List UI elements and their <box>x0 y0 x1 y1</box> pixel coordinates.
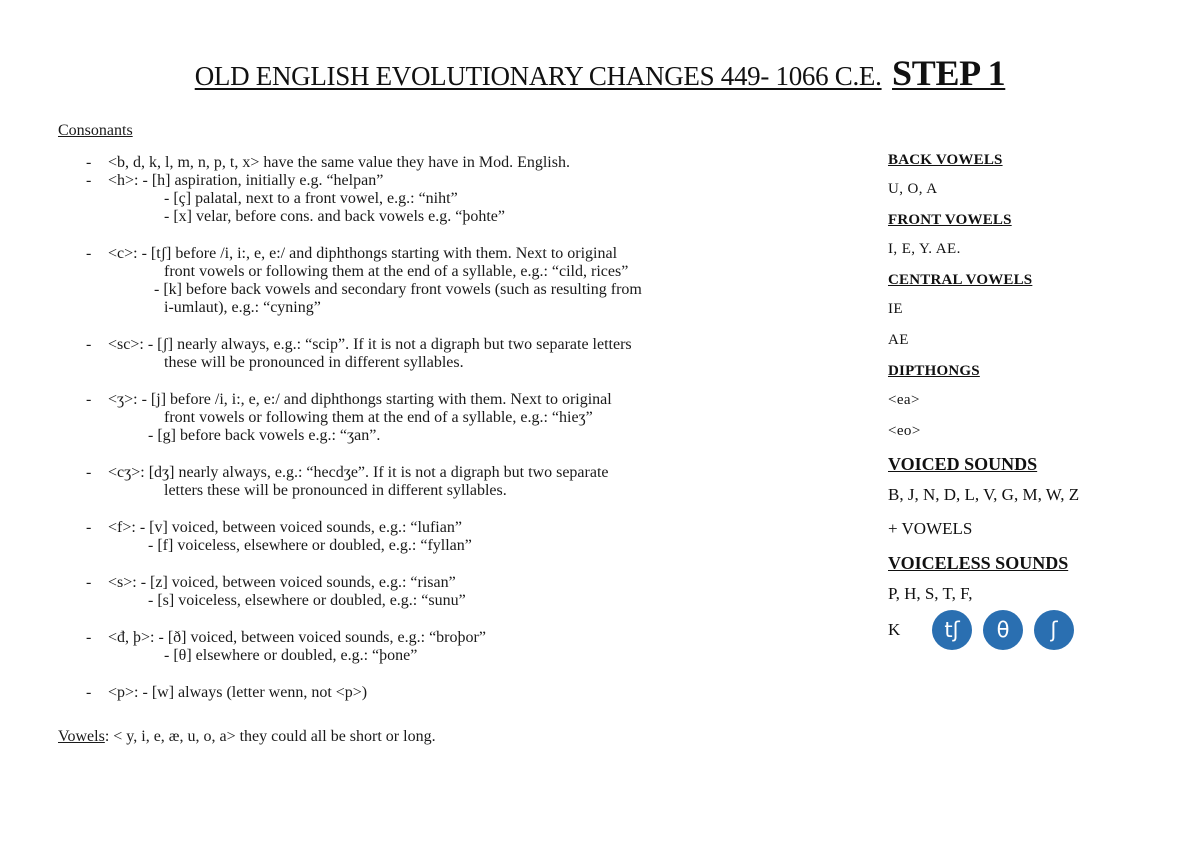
sound-classes-sidebar <box>888 152 1188 650</box>
voiceless-sounds-heading: VOICELESS SOUNDS <box>888 553 1069 573</box>
bullet-dash: - <box>86 464 92 481</box>
rule-line: <đ, þ>: - [ð] voiced, between voiced sounds, e.g.: “broþor” <box>108 629 486 646</box>
rule-line: <f>: - [v] voiced, between voiced sounds, e.g.: “lufian” <box>108 519 462 536</box>
bullet-dash: - <box>86 245 92 262</box>
rule-sc <box>58 336 728 372</box>
central-vowels-heading: CENTRAL VOWELS <box>888 272 1033 288</box>
title-main: OLD ENGLISH EVOLUTIONARY CHANGES 449- 1066 C.E. <box>194 61 882 91</box>
rule-wynn <box>58 684 728 702</box>
rule-line: front vowels or following them at the end of a syllable, e.g.: “hieʒ” <box>164 409 593 426</box>
diphthong-ea: <ea> <box>888 392 920 408</box>
rule-cyogh <box>58 464 728 500</box>
rule-line: front vowels or following them at the end of a syllable, e.g.: “cild, rices” <box>164 263 629 280</box>
voiced-vowels-note: + VOWELS <box>888 519 973 538</box>
rule-h <box>58 172 728 226</box>
central-vowel-ae: AE <box>888 332 909 348</box>
rule-line: letters these will be pronounced in different syllables. <box>164 482 507 499</box>
consonants-heading: Consonants <box>58 122 133 139</box>
voiced-sounds-values: B, J, N, D, L, V, G, M, W, Z <box>888 485 1080 504</box>
rule-line: these will be pronounced in different syllables. <box>164 354 464 371</box>
rule-f <box>58 519 728 555</box>
bullet-dash: - <box>86 629 92 646</box>
rule-line: - [k] before back vowels and secondary front vowels (such as resulting from <box>154 281 642 298</box>
bullet-dash: - <box>86 519 92 536</box>
rule-bdk <box>58 154 728 172</box>
vowels-label: Vowels <box>58 728 105 745</box>
rule-line: <cʒ>: [dʒ] nearly always, e.g.: “hecdʒe”. If it is not a digraph but two separate <box>108 464 609 481</box>
voiceless-sound-k: K <box>888 620 901 639</box>
back-vowels-heading: BACK VOWELS <box>888 152 1003 168</box>
rule-s <box>58 574 728 610</box>
rule-line: <b, d, k, l, m, n, p, t, x> have the same value they have in Mod. English. <box>108 154 570 171</box>
ipa-theta-icon: θ <box>983 610 1023 650</box>
rule-line: - [f] voiceless, elsewhere or doubled, e.g.: “fyllan” <box>148 537 472 554</box>
front-vowels-heading: FRONT VOWELS <box>888 212 1012 228</box>
voiceless-sounds-values: P, H, S, T, F, <box>888 584 973 603</box>
bullet-dash: - <box>86 574 92 591</box>
front-vowels-values: I, E, Y. AE. <box>888 241 961 257</box>
rule-line: <sc>: - [ʃ] nearly always, e.g.: “scip”. If it is not a digraph but two separate letters <box>108 336 632 353</box>
rule-line: <h>: - [h] aspiration, initially e.g. “helpan” <box>108 172 384 189</box>
bullet-dash: - <box>86 172 92 189</box>
vowels-note <box>58 728 728 746</box>
rule-line: - [ç] palatal, next to a front vowel, e.g.: “niht” <box>164 190 458 207</box>
title-step: STEP 1 <box>892 53 1006 93</box>
ipa-esh-icon: ʃ <box>1034 610 1074 650</box>
consonants-section <box>58 122 728 746</box>
rule-line: <ʒ>: - [j] before /i, i:, e, e:/ and diphthongs starting with them. Next to original <box>108 391 612 408</box>
rule-yogh <box>58 391 728 445</box>
bullet-dash: - <box>86 336 92 353</box>
rule-line: i-umlaut), e.g.: “cyning” <box>164 299 321 316</box>
rule-line: <s>: - [z] voiced, between voiced sounds, e.g.: “risan” <box>108 574 456 591</box>
bullet-dash: - <box>86 154 92 171</box>
bullet-dash: - <box>86 684 92 701</box>
rule-line: - [s] voiceless, elsewhere or doubled, e.g.: “sunu” <box>148 592 466 609</box>
back-vowels-values: U, O, A <box>888 181 938 197</box>
rule-line: - [g] before back vowels e.g.: “ʒan”. <box>148 427 381 444</box>
vowels-text: : < y, i, e, æ, u, o, a> they could all be short or long. <box>104 728 436 745</box>
rule-line: <p>: - [w] always (letter wenn, not <p>) <box>108 684 368 701</box>
diphthongs-heading: DIPTHONGS <box>888 363 980 379</box>
page-title <box>0 52 1200 94</box>
bullet-dash: - <box>86 391 92 408</box>
rule-c <box>58 245 728 317</box>
rule-line: - [θ] elsewhere or doubled, e.g.: “þone” <box>164 647 418 664</box>
ipa-tesh-icon: tʃ <box>932 610 972 650</box>
rule-eth-thorn <box>58 629 728 665</box>
central-vowel-ie: IE <box>888 301 903 317</box>
voiced-sounds-heading: VOICED SOUNDS <box>888 454 1038 474</box>
rule-line: <c>: - [tʃ] before /i, i:, e, e:/ and diphthongs starting with them. Next to original <box>108 245 618 262</box>
rule-line: - [x] velar, before cons. and back vowels e.g. “þohte” <box>164 208 505 225</box>
ipa-symbol-row <box>888 610 1188 650</box>
diphthong-eo: <eo> <box>888 423 921 439</box>
